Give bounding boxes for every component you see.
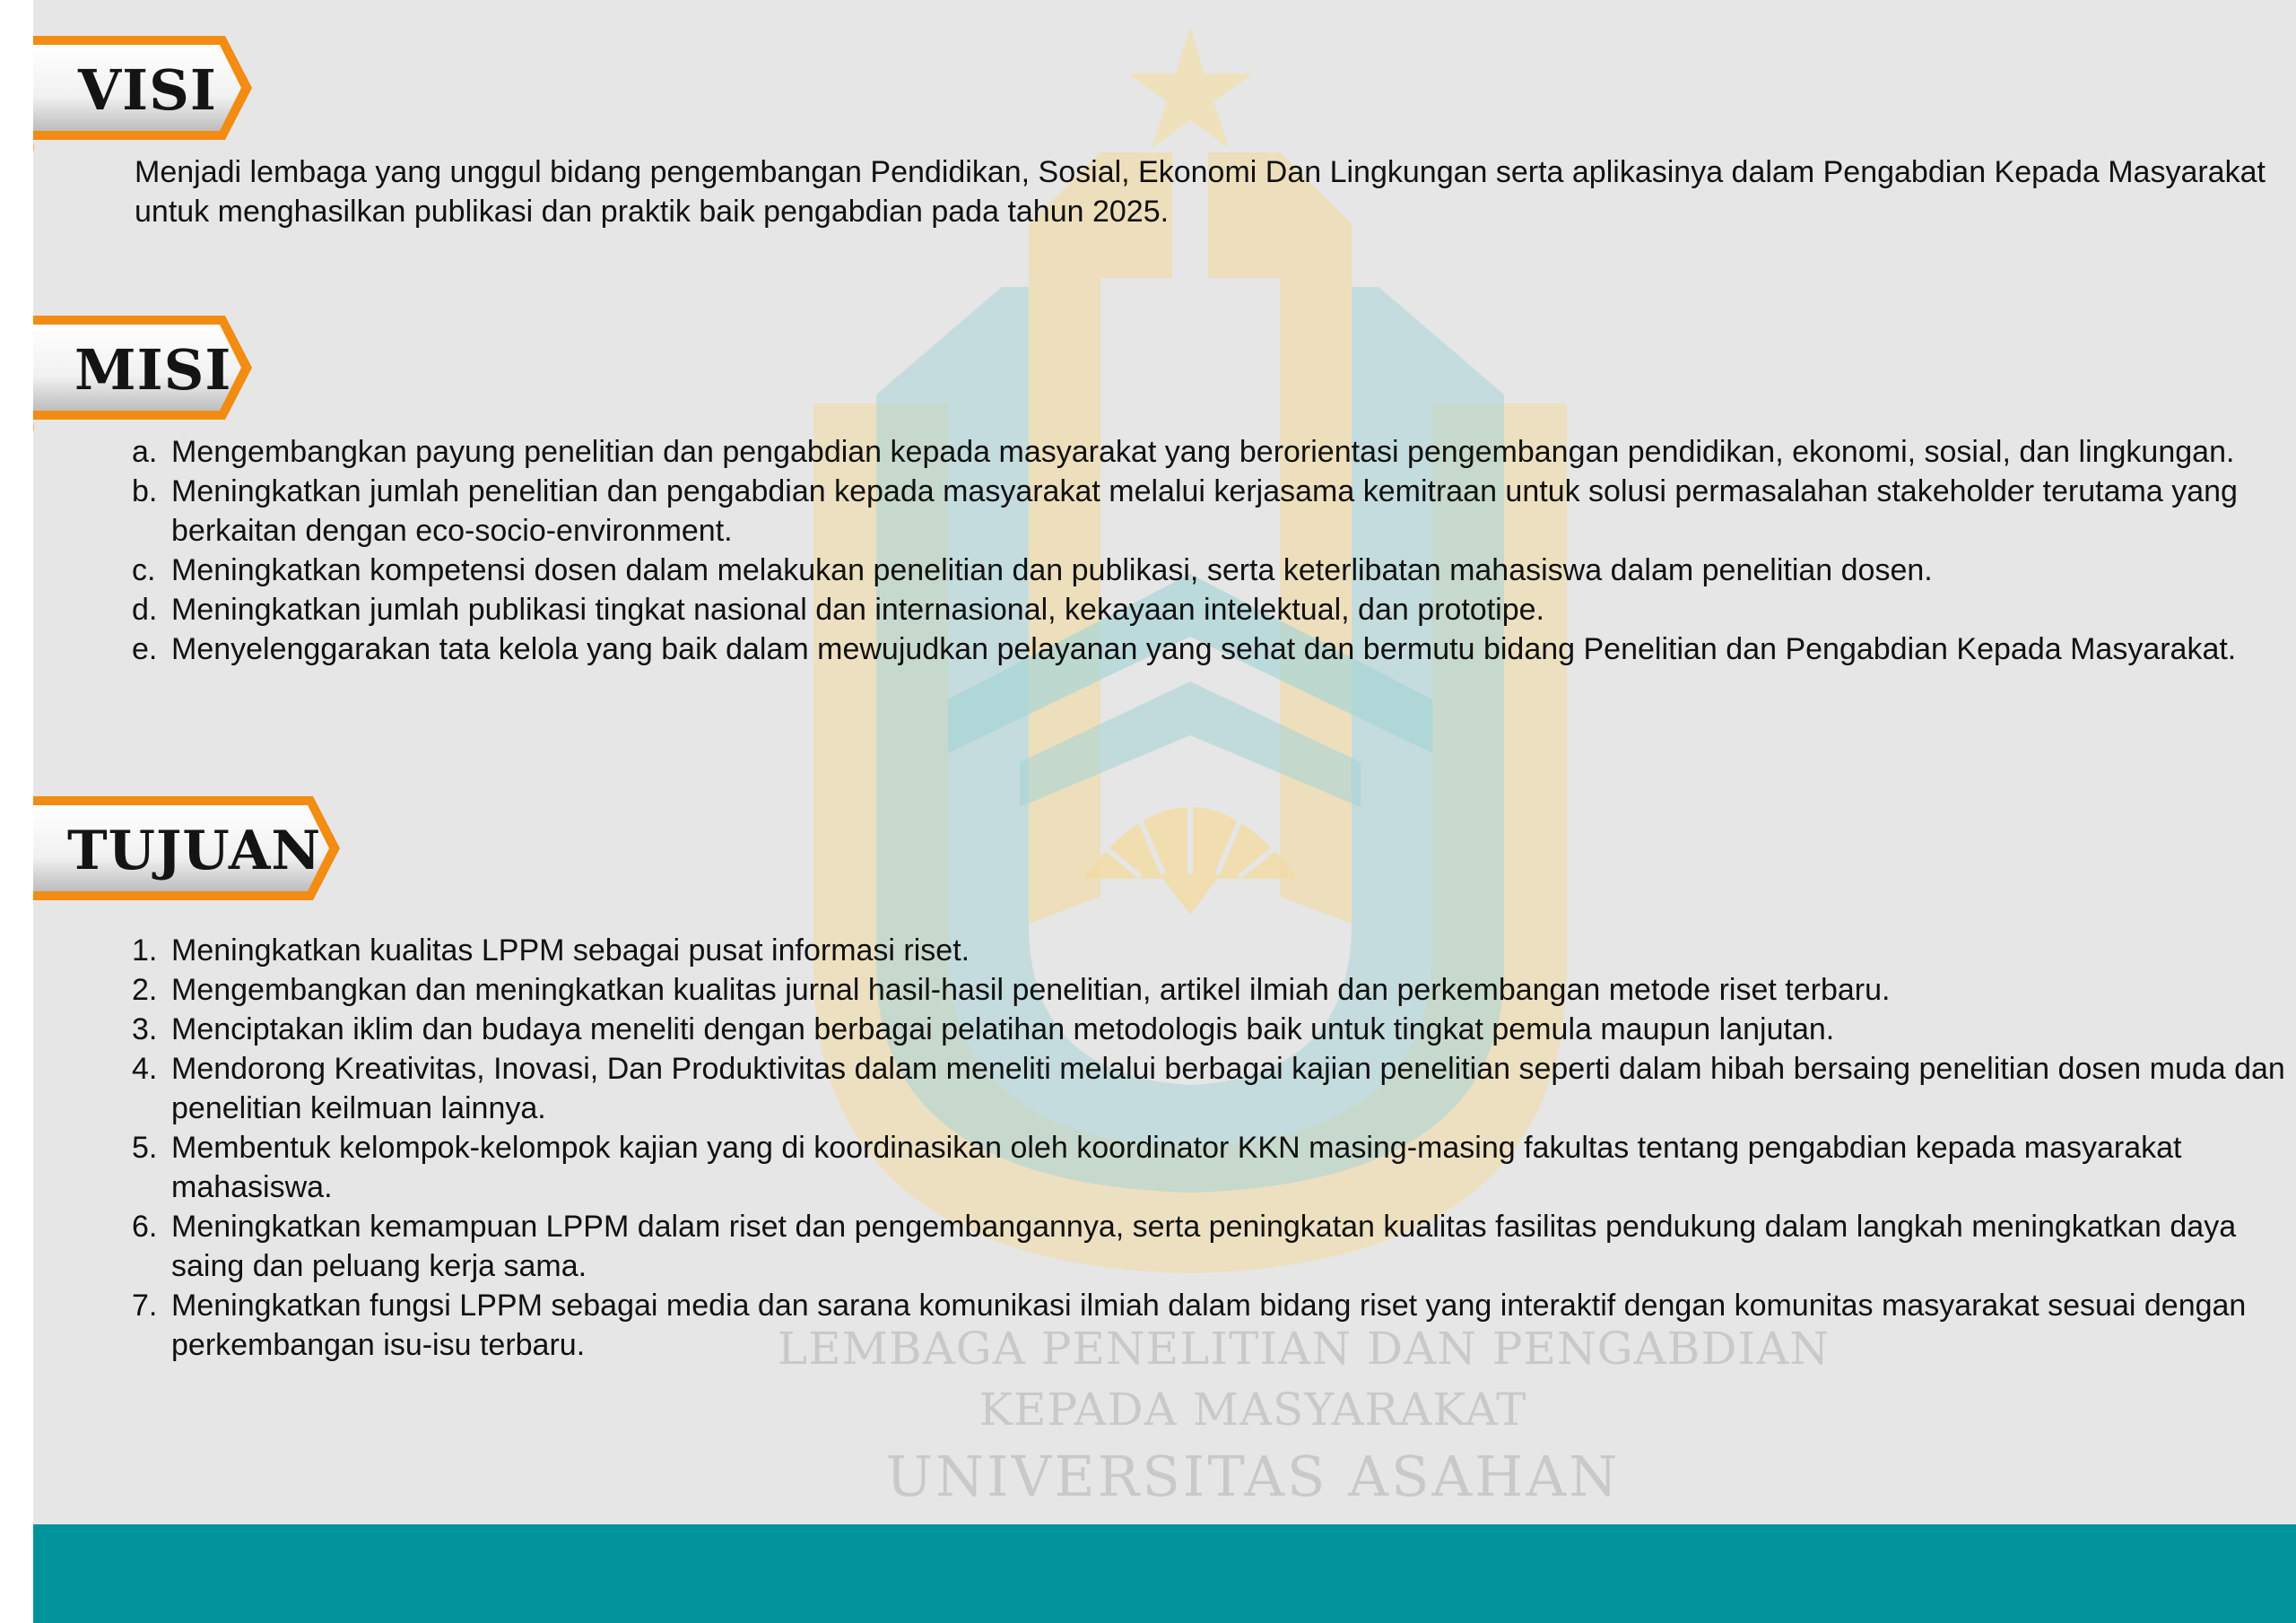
list-item [132, 551, 2296, 590]
list-item-text: Meningkatkan jumlah penelitian dan pengabdian kepada masyarakat melalui kerjasama kemitraan untuk solusi permasalahan stakeholder terutama yang berkaitan dengan eco-socio-environment. [171, 474, 2238, 548]
list-item [132, 590, 2296, 629]
watermark-line-3: UNIVERSITAS ASAHAN [885, 1444, 1621, 1509]
list-item [132, 931, 2296, 970]
list-item-text: Membentuk kelompok-kelompok kajian yang di koordinasikan oleh koordinator KKN masing-masing fakultas tentang pengabdian kepada masyarakat mahasiswa. [171, 1131, 2182, 1204]
list-item [132, 1207, 2296, 1286]
list-item-text: Meningkatkan jumlah publikasi tingkat nasional dan internasional, kekayaan intelektual, dan prototipe. [171, 593, 1544, 627]
list-item [132, 970, 2296, 1010]
list-item-text: Mengembangkan payung penelitian dan pengabdian kepada masyarakat yang berorientasi pengembangan pendidikan, ekonomi, sosial, dan lingkungan. [171, 435, 2235, 469]
watermark-line-2: KEPADA MASYARAKAT [978, 1384, 1527, 1436]
footer-bar [33, 1524, 2296, 1623]
list-marker: 7. [132, 1289, 158, 1323]
list-marker: 5. [132, 1131, 158, 1165]
list-item [132, 1128, 2296, 1207]
list-marker: 2. [132, 973, 158, 1007]
list-marker: e. [132, 632, 158, 666]
watermark-line-1: LEMBAGA PENELITIAN DAN PENGABDIAN [778, 1323, 1831, 1375]
list-item [132, 1010, 2296, 1049]
list-marker: a. [132, 435, 158, 469]
page-background [33, 0, 2296, 1623]
list-item [132, 432, 2296, 472]
misi-list [132, 432, 2296, 669]
list-marker: d. [132, 593, 158, 627]
list-marker: 6. [132, 1210, 158, 1244]
list-item [132, 1049, 2296, 1128]
list-item-text: Menciptakan iklim dan budaya meneliti dengan berbagai pelatihan metodologis baik untuk tingkat pemula maupun lanjutan. [171, 1012, 1835, 1046]
misi-heading: MISI [74, 337, 232, 403]
list-marker: 3. [132, 1012, 158, 1046]
tujuan-heading-tag [33, 787, 356, 922]
list-item [132, 472, 2296, 551]
list-item-text: Mengembangkan dan meningkatkan kualitas jurnal hasil-hasil penelitian, artikel ilmiah dan perkembangan metode riset terbaru. [171, 973, 1891, 1007]
list-marker: c. [132, 553, 156, 587]
visi-heading: VISI [78, 57, 217, 123]
list-item-text: Meningkatkan kualitas LPPM sebagai pusat informasi riset. [171, 933, 970, 968]
list-marker: b. [132, 474, 158, 508]
visi-text: Menjadi lembaga yang unggul bidang pengembangan Pendidikan, Sosial, Ekonomi Dan Lingkungan serta aplikasinya dalam Pengabdian Kepada Masyarakat untuk menghasilkan publikasi dan praktik baik pengabdian pada tahun 2025. [135, 155, 2266, 229]
visi-heading-tag [33, 27, 268, 161]
list-item [132, 1286, 2296, 1365]
misi-heading-tag [33, 307, 268, 441]
list-item-text: Meningkatkan fungsi LPPM sebagai media dan sarana komunikasi ilmiah dalam bidang riset yang interaktif dengan komunitas masyarakat sesuai dengan perkembangan isu-isu terbaru. [171, 1289, 2247, 1362]
list-marker: 1. [132, 933, 158, 968]
list-item-text: Mendorong Kreativitas, Inovasi, Dan Produktivitas dalam meneliti melalui berbagai kajian penelitian seperti dalam hibah bersaing penelitian dosen muda dan penelitian keilmuan lainnya. [171, 1052, 2285, 1125]
list-item-text: Meningkatkan kemampuan LPPM dalam riset dan pengembangannya, serta peningkatan kualitas fasilitas pendukung dalam langkah meningkatkan daya saing dan peluang kerja sama. [171, 1210, 2237, 1283]
tujuan-heading: TUJUAN [67, 820, 322, 882]
list-item-text: Menyelenggarakan tata kelola yang baik dalam mewujudkan pelayanan yang sehat dan bermutu bidang Penelitian dan Pengabdian Kepada Masyarakat. [171, 632, 2237, 666]
tujuan-list [132, 931, 2296, 1365]
list-item [132, 629, 2296, 669]
list-item-text: Meningkatkan kompetensi dosen dalam melakukan penelitian dan publikasi, serta keterlibatan mahasiswa dalam penelitian dosen. [171, 553, 1933, 587]
list-marker: 4. [132, 1052, 158, 1086]
